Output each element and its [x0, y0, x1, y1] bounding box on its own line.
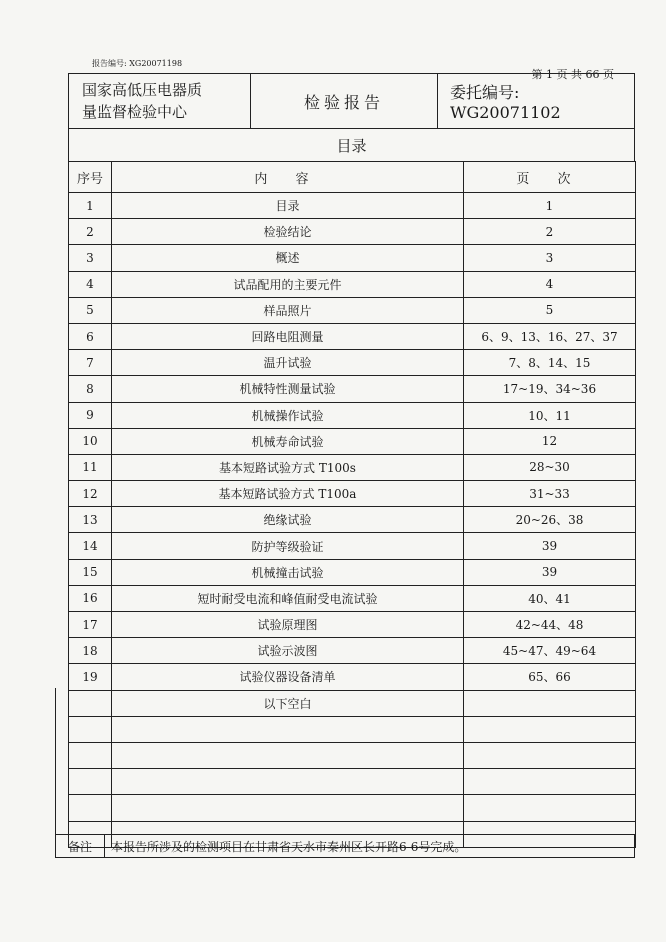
table-row: [69, 271, 636, 297]
row-content: 机械寿命试验: [112, 428, 464, 454]
row-content: [112, 769, 464, 795]
row-content: [112, 795, 464, 821]
row-number: 17: [69, 612, 112, 638]
page-info: 第 1 页 共 66 页: [531, 68, 614, 81]
row-number: [69, 742, 112, 768]
table-row: [69, 507, 636, 533]
row-pages: 39: [464, 533, 636, 559]
report-number: 报告编号: XG20071198: [92, 59, 183, 68]
row-content: 试验仪器设备清单: [112, 664, 464, 690]
row-number: 10: [69, 428, 112, 454]
row-number: 3: [69, 245, 112, 271]
row-content: 绝缘试验: [112, 507, 464, 533]
row-number: 14: [69, 533, 112, 559]
row-number: 18: [69, 638, 112, 664]
remarks-text: 本报告所涉及的检测项目在甘肃省天水市秦州区长开路6-6号完成。: [111, 839, 467, 854]
row-number: [69, 716, 112, 742]
org-line-1: 国家高低压电器质: [82, 81, 203, 99]
row-number: 1: [69, 193, 112, 219]
organization-name: [69, 74, 251, 128]
row-number: 5: [69, 297, 112, 323]
row-pages: 6、9、13、16、27、37: [464, 323, 636, 349]
row-content: 短时耐受电流和峰值耐受电流试验: [112, 585, 464, 611]
row-content: 基本短路试验方式 T100s: [112, 454, 464, 480]
row-content: [112, 742, 464, 768]
row-number: 11: [69, 454, 112, 480]
row-number: 7: [69, 350, 112, 376]
row-pages: 5: [464, 297, 636, 323]
row-number: 19: [69, 664, 112, 690]
row-pages: 65、66: [464, 664, 636, 690]
row-number: 13: [69, 507, 112, 533]
row-number: [69, 690, 112, 716]
table-row: [69, 245, 636, 271]
row-content: 基本短路试验方式 T100a: [112, 481, 464, 507]
toc-title: 目录: [68, 129, 635, 161]
row-content: 机械特性测量试验: [112, 376, 464, 402]
table-row: [69, 376, 636, 402]
row-number: 8: [69, 376, 112, 402]
row-number: 12: [69, 481, 112, 507]
row-number: 2: [69, 219, 112, 245]
row-pages: 39: [464, 559, 636, 585]
table-row: [69, 795, 636, 821]
row-number: 9: [69, 402, 112, 428]
row-number: 16: [69, 585, 112, 611]
row-pages: 40、41: [464, 585, 636, 611]
row-number: 4: [69, 271, 112, 297]
row-pages: 3: [464, 245, 636, 271]
table-row: [69, 690, 636, 716]
row-pages: 28~30: [464, 454, 636, 480]
table-row: [69, 454, 636, 480]
row-pages: [464, 795, 636, 821]
row-content: 目录: [112, 193, 464, 219]
table-row: [69, 533, 636, 559]
table-row: [69, 402, 636, 428]
row-pages: 2: [464, 219, 636, 245]
row-number: 6: [69, 323, 112, 349]
remarks-label: 备注: [56, 835, 105, 857]
header-no: 序号: [69, 162, 112, 193]
table-row: [69, 664, 636, 690]
row-content: 回路电阻测量: [112, 323, 464, 349]
row-content: 机械撞击试验: [112, 559, 464, 585]
row-pages: 7、8、14、15: [464, 350, 636, 376]
row-content: 以下空白: [112, 690, 464, 716]
table-row: [69, 769, 636, 795]
row-content: 试品配用的主要元件: [112, 271, 464, 297]
table-row: [69, 297, 636, 323]
row-number: 15: [69, 559, 112, 585]
header-content: 内 容: [112, 162, 464, 193]
row-pages: 31~33: [464, 481, 636, 507]
table-row: [69, 428, 636, 454]
table-row: [69, 193, 636, 219]
margin-rule: [55, 688, 69, 834]
row-pages: 45~47、49~64: [464, 638, 636, 664]
row-content: 试验原理图: [112, 612, 464, 638]
report-title: 检验报告: [251, 74, 438, 128]
table-row: [69, 350, 636, 376]
table-row: [69, 219, 636, 245]
table-row: [69, 716, 636, 742]
row-pages: [464, 690, 636, 716]
row-pages: [464, 716, 636, 742]
toc-table: [68, 161, 636, 848]
header-page: 页 次: [464, 162, 636, 193]
row-pages: 20~26、38: [464, 507, 636, 533]
row-content: 防护等级验证: [112, 533, 464, 559]
row-content: 机械操作试验: [112, 402, 464, 428]
row-content: 温升试验: [112, 350, 464, 376]
row-pages: 12: [464, 428, 636, 454]
row-pages: 42~44、48: [464, 612, 636, 638]
toc-header-row: [69, 162, 636, 193]
remarks-row: [55, 834, 635, 858]
commission-number: 委托编号: WG20071102: [450, 83, 561, 122]
table-row: [69, 323, 636, 349]
org-line-2: 量监督检验中心: [82, 103, 188, 121]
table-row: [69, 612, 636, 638]
row-content: 样品照片: [112, 297, 464, 323]
row-pages: [464, 742, 636, 768]
table-row: [69, 585, 636, 611]
row-pages: [464, 769, 636, 795]
table-row: [69, 742, 636, 768]
row-pages: 10、11: [464, 402, 636, 428]
row-number: [69, 795, 112, 821]
table-row: [69, 559, 636, 585]
report-header: [68, 73, 635, 129]
row-content: 试验示波图: [112, 638, 464, 664]
row-pages: 4: [464, 271, 636, 297]
table-row: [69, 638, 636, 664]
row-number: [69, 769, 112, 795]
row-content: 概述: [112, 245, 464, 271]
row-content: 检验结论: [112, 219, 464, 245]
table-row: [69, 481, 636, 507]
row-pages: 17~19、34~36: [464, 376, 636, 402]
row-content: [112, 716, 464, 742]
row-pages: 1: [464, 193, 636, 219]
